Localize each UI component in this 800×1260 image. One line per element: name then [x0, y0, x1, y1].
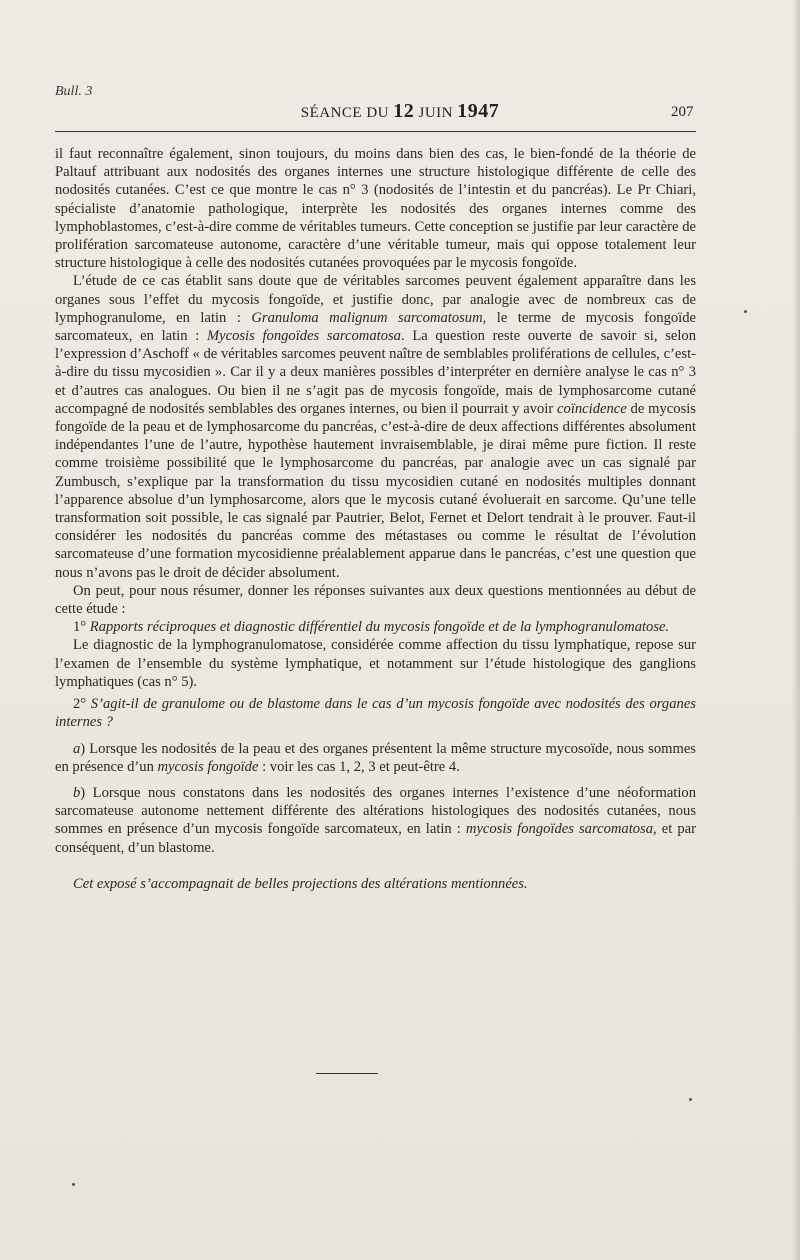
seance-day: 12 [393, 100, 415, 122]
seance-year: 1947 [457, 100, 500, 122]
italic-text: coïncidence [557, 400, 627, 417]
scan-speck [744, 310, 747, 313]
italic-text: Rapports réciproques et diagnostic différentiel du mycosis fongoïde et de la lymphogranulomatose. [89, 619, 670, 636]
italic-text: S’agit-il de granulome ou de blastome dans le cas d’un mycosis fongoïde avec nodosités des organes internes ? [55, 696, 696, 731]
italic-text: mycosis fongoïdes sarcomatosa [465, 821, 654, 838]
italic-text: Granuloma malignum sarcomatosum [251, 309, 483, 326]
scan-speck [72, 1183, 75, 1186]
journal-reference: Bull. 3 [55, 84, 93, 99]
paragraph [55, 784, 696, 857]
section-heading [55, 695, 696, 731]
italic-text: b [73, 784, 81, 801]
text-run: . La question reste ouverte de savoir si, selon l’expression d’Aschoff « de véritables sarcomes peuvent naître de semblables proliférations de cellules, c’est-à-dire du tissu mycosidien ». Car il y a deux manières possibles d’interpréter en dernière analyse le cas n° 3 et d’autres cas analogues. Ou bien il ne s’agit pas de mycosis fongoïde, mais de lymphosarcome cutané accompagné de nodosités semblables des organes internes, ou bien il pourrait y avoir [55, 328, 696, 417]
text-run: , et par conséquent, d’un blastome. [55, 821, 696, 856]
scan-speck [689, 1098, 692, 1101]
text-run: L’étude de ce cas établit sans doute que de véritables sarcomes peuvent également apparaître dans les organes sous l’effet du mycosis fongoïde, et justifie donc, par analogie avec de nombreux cas de lymphogranulome, en latin : [55, 273, 696, 326]
paragraph: il faut reconnaître également, sinon toujours, du moins dans bien des cas, le bien-fondé de la théorie de Paltauf attribuant aux nodosités des organes internes une structure histologique différente de celle des nodosités cutanées. C’est ce que montre le cas n° 3 (nodosités de l’intestin et du pancréas). Le Pr Chiari, spécialiste d’anatomie pathologique, interprète les nodosités des organes internes comme des lymphoblastomes, c’est-à-dire comme de véritables tumeurs. Cette conception se justifie par leur caractère de prolifération sarcomateuse autonome, caractère d’une véritable tumeur, mais qui oppose totalement leur structure histologique à celle des nodosités cutanées provoquées par le mycosis fongoïde. [55, 146, 696, 272]
text-run: 2° [73, 696, 91, 713]
paragraph: Le diagnostic de la lymphogranulomatose, considérée comme affection du tissu lymphatique, repose sur l’examen de l’ensemble du système lymphatique, et notamment sur l’étude histologique des ganglions lymphatiques (cas n° 5). [55, 637, 696, 690]
end-rule [316, 1073, 378, 1074]
text-run: , le terme de mycosis fongoïde sarcomateux, en latin : [55, 309, 696, 345]
text-run: 1° [73, 619, 90, 636]
italic-text: mycosis fongoïde [157, 758, 259, 775]
seance-month: JUIN [418, 105, 453, 121]
italic-text: a [73, 740, 81, 757]
text-run: : voir les cas 1, 2, 3 et peut-être 4. [258, 758, 460, 775]
page-number: 207 [671, 104, 694, 120]
text-run: ) Lorsque nous constatons dans les nodosités des organes internes l’existence d’une néoformation sarcomateuse autonome nettement différente des altérations histologiques des nodosités cutanées, nous sommes en présence d’un mycosis fongoïde sarcomateux, en latin : [55, 784, 696, 838]
article-body [55, 145, 696, 893]
page-edge-shadow [792, 0, 800, 1260]
closing-note: Cet exposé s’accompagnait de belles projections des altérations mentionnées. [73, 875, 528, 892]
text-run: ) Lorsque les nodosités de la peau et des organes présentent la même structure mycosoïde, nous sommes en présence d’un [55, 740, 696, 775]
seance-prefix: SÉANCE DU [300, 105, 389, 121]
text-run: de mycosis fongoïde de la peau et de lymphosarcome du pancréas, c’est-à-dire de deux affections différentes absolument indépendantes l’une de l’autre, hypothèse hautement invraisemblable, je dirai même pure fiction. Il reste comme troisième possibilité que le lymphosarcome du pancréas, par analogie avec un cas signalé par Zumbusch, s’explique par la transformation du tissu mycosidien cutané en nodosités multiples donnant l’apparence absolue d’un lymphosarcome, alors que le mycosis cutané évoluerait en sarcome. Qu’une telle transformation soit possible, le cas signalé par Pautrier, Belot, Fernet et Delort tendrait à le prouver. Faut-il considérer les nodosités du pancréas comme des métastases ou comme le résultat de l’évolution sarcomateuse d’une formation mycosidienne préalablement apparue dans le pancréas, c’est une question que nous n’avons pas le droit de décider absolument. [55, 400, 696, 581]
paragraph [55, 740, 696, 776]
header-rule [55, 131, 696, 132]
paragraph [55, 272, 696, 581]
paragraph: On peut, pour nous résumer, donner les réponses suivantes aux deux questions mentionnées au début de cette étude : [55, 582, 696, 618]
section-heading [55, 618, 696, 636]
italic-text: Mycosis fongoïdes sarcomatosa [206, 328, 401, 345]
